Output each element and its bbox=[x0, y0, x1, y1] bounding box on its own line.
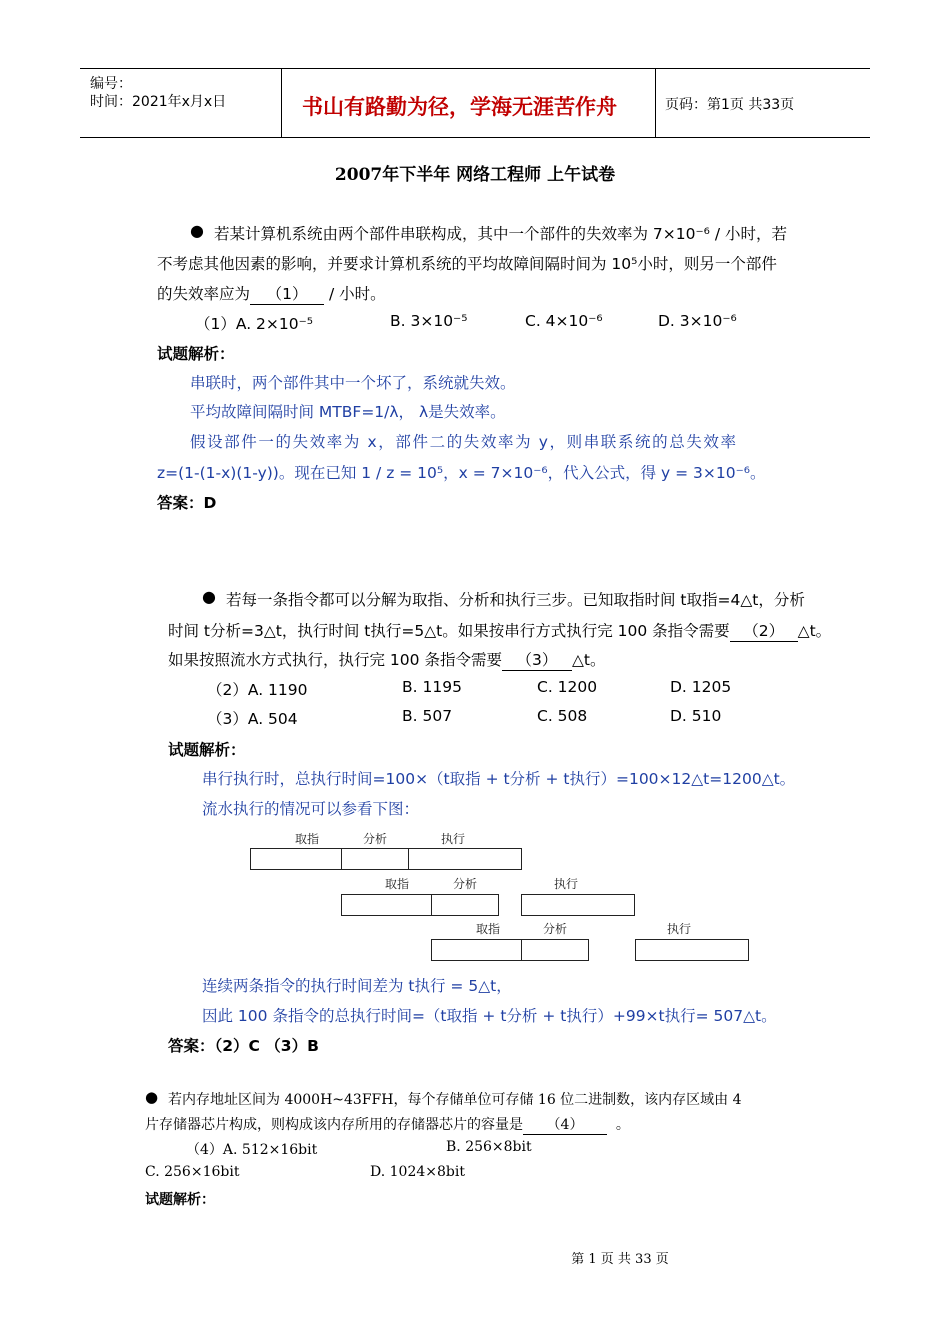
row1-fetch-box bbox=[250, 848, 342, 870]
row3-fetch-box bbox=[431, 939, 522, 961]
q3-option-c: C. 256×16bit bbox=[145, 1164, 240, 1180]
q3-option-d: D. 1024×8bit bbox=[370, 1164, 465, 1180]
q2-line-3 bbox=[168, 648, 605, 671]
q2-option-2c: C. 1200 bbox=[537, 678, 598, 696]
row1-analyze-box bbox=[341, 848, 409, 870]
q1-answer: 答案：D bbox=[157, 494, 217, 512]
q3-line-2-post: 。 bbox=[615, 1117, 630, 1133]
q2-option-3d: D. 510 bbox=[670, 707, 722, 725]
q1-option-a: （1）A. 2×10⁻⁵ bbox=[195, 315, 314, 333]
q2-option-3c: C. 508 bbox=[537, 707, 588, 725]
q3-blank-4: （4） bbox=[523, 1114, 607, 1135]
row2-analyze-box bbox=[431, 894, 499, 916]
document-title: 2007年下半年 网络工程师 上午试卷 bbox=[334, 165, 616, 185]
q2-analysis-title: 试题解析： bbox=[168, 741, 246, 759]
q1-analysis-line-2: 平均故障间隔时间 MTBF=1/λ， λ是失效率。 bbox=[190, 403, 506, 421]
q1-option-d: D. 3×10⁻⁶ bbox=[658, 312, 737, 330]
header-page-cell bbox=[655, 69, 870, 137]
q3-line-1: 若内存地址区间为 4000H~43FFH，每个存储单位可存储 16 位二进制数，该内存区域由 4 bbox=[168, 1092, 742, 1108]
row3-analyze-label: 分析 bbox=[543, 922, 568, 936]
bullet: ● bbox=[190, 221, 204, 240]
q2-analysis-line-1: 串行执行时，总执行时间=100×（t取指 + t分析 + t执行）=100×12△t=1200△t。 bbox=[202, 770, 796, 788]
q3-option-a: （4）A. 512×16bit bbox=[186, 1142, 318, 1158]
row1-execute-box bbox=[408, 848, 522, 870]
number-label: 编号： bbox=[90, 76, 132, 92]
q3-line-2-pre: 片存储器芯片构成，则构成该内存所用的存储器芯片的容量是 bbox=[145, 1117, 523, 1133]
q2-line-3-pre: 如果按照流水方式执行，执行完 100 条指令需要 bbox=[168, 651, 502, 669]
q1-analysis-title: 试题解析： bbox=[157, 345, 235, 363]
q2-line-2 bbox=[168, 619, 831, 642]
q2-option-2d: D. 1205 bbox=[670, 678, 732, 696]
row2-fetch-label: 取指 bbox=[385, 877, 410, 891]
header-meta-cell bbox=[80, 69, 281, 137]
q2-blank-2: （2） bbox=[730, 619, 798, 642]
q2-analysis-line-2: 流水执行的情况可以参看下图： bbox=[202, 800, 420, 818]
q1-line-2: 不考虑其他因素的影响，并要求计算机系统的平均故障间隔时间为 10⁵小时，则另一个部件 bbox=[157, 255, 777, 273]
q1-line-3 bbox=[157, 282, 386, 305]
motto: 书山有路勤为径，学海无涯苦作舟 bbox=[302, 95, 617, 119]
row2-analyze-label: 分析 bbox=[453, 877, 478, 891]
q1-analysis-line-3: 假设部件一的失效率为 x，部件二的失效率为 y，则串联系统的总失效率 bbox=[190, 433, 738, 451]
row2-execute-label: 执行 bbox=[554, 877, 579, 891]
row1-execute-label: 执行 bbox=[441, 832, 466, 846]
bullet: ● bbox=[202, 587, 216, 606]
row3-execute-box bbox=[635, 939, 749, 961]
row2-execute-box bbox=[521, 894, 635, 916]
time-label: 时间：2021年x月x日 bbox=[90, 94, 227, 110]
q2-option-2b: B. 1195 bbox=[402, 678, 462, 696]
bullet: ● bbox=[145, 1088, 159, 1106]
q1-blank-1: （1） bbox=[250, 282, 324, 305]
row1-analyze-label: 分析 bbox=[363, 832, 388, 846]
row2-fetch-box bbox=[341, 894, 432, 916]
q1-line-1: 若某计算机系统由两个部件串联构成，其中一个部件的失效率为 7×10⁻⁶ / 小时，若 bbox=[214, 225, 787, 243]
header-table bbox=[80, 68, 870, 138]
row3-analyze-box bbox=[521, 939, 589, 961]
header-motto-cell bbox=[281, 69, 656, 137]
row1-fetch-label: 取指 bbox=[295, 832, 320, 846]
q2-analysis-line-4: 因此 100 条指令的总执行时间=（t取指 + t分析 + t执行）+99×t执行= 507△t。 bbox=[202, 1007, 777, 1025]
q2-blank-3: （3） bbox=[502, 648, 572, 671]
row3-execute-label: 执行 bbox=[667, 922, 692, 936]
q3-line-2 bbox=[145, 1114, 630, 1135]
q2-line-1: 若每一条指令都可以分解为取指、分析和执行三步。已知取指时间 t取指=4△t，分析 bbox=[226, 591, 805, 609]
q2-option-2a: （2）A. 1190 bbox=[207, 681, 308, 699]
q3-option-b: B. 256×8bit bbox=[446, 1139, 532, 1155]
q1-option-b: B. 3×10⁻⁵ bbox=[390, 312, 468, 330]
q2-option-3a: （3）A. 504 bbox=[207, 710, 298, 728]
q1-line-3-pre: 的失效率应为 bbox=[157, 285, 251, 303]
q2-analysis-line-3: 连续两条指令的执行时间差为 t执行 = 5△t， bbox=[202, 977, 512, 995]
row3-fetch-label: 取指 bbox=[476, 922, 501, 936]
q1-analysis-line-4: z=(1-(1-x)(1-y))。现在已知 1 / z = 10⁵，x = 7×10⁻⁶，代入公式，得 y = 3×10⁻⁶。 bbox=[157, 464, 766, 482]
page-info: 页码：第1页 共33页 bbox=[665, 97, 795, 113]
q2-line-2-pre: 时间 t分析=3△t，执行时间 t执行=5△t。如果按串行方式执行完 100 条指令需要 bbox=[168, 622, 730, 640]
q1-option-c: C. 4×10⁻⁶ bbox=[525, 312, 603, 330]
q1-analysis-line-1: 串联时，两个部件其中一个坏了，系统就失效。 bbox=[190, 374, 516, 392]
q3-analysis-title: 试题解析： bbox=[145, 1192, 215, 1208]
q1-line-3-post: / 小时。 bbox=[328, 285, 386, 303]
page-footer: 第 1 页 共 33 页 bbox=[571, 1252, 669, 1267]
q2-option-3b: B. 507 bbox=[402, 707, 453, 725]
q2-line-3-post: △t。 bbox=[571, 651, 606, 669]
q2-line-2-post: △t。 bbox=[797, 622, 832, 640]
q2-answer: 答案：（2）C （3）B bbox=[168, 1037, 319, 1055]
